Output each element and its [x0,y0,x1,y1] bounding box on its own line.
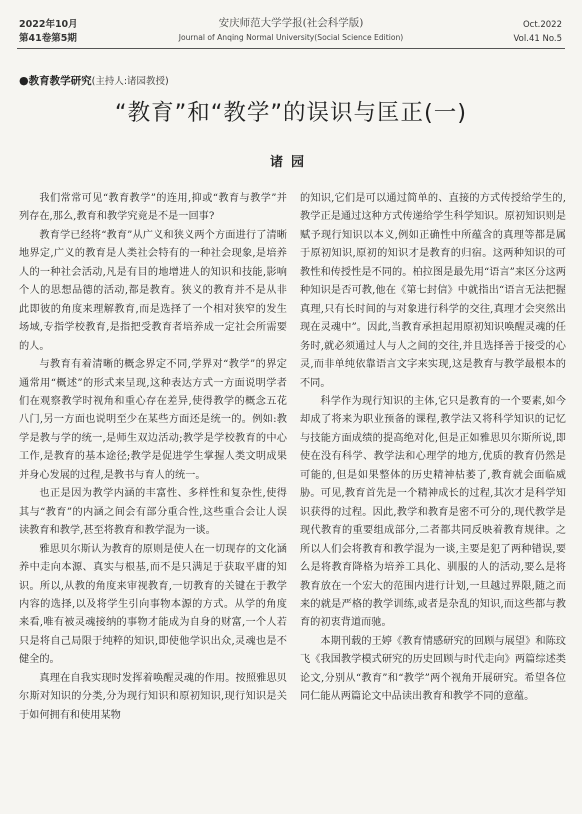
paragraph: 科学作为现行知识的主体,它只是教育的一个要素,如今却成了将来为职业预备的课程,教学法又将科学知识的记忆与技能方面成绩的提高绝对化,但是正如雅思贝尔斯所说,即使在没有科学、教学法和心理学的地方,优质的教育仍然是可能的,但是如果整体的历史精神枯萎了,教育就会面临威胁。可见,教育首先是一个精神成长的过程,其次才是科学知识获得的过程。因此,教学和教育是密不可分的,现代教学是现代教育的重要组成部分,二者都共同反映着教育规律。之所以人们会将教育和教学混为一谈,主要是犯了两种错误,要么是将教育降格为培养工具化、驯服的人的活动,要么是将教育放在一个宏大的范围内进行计划,一旦越过界限,随之而来的就是严格的教学训练,或者是杂乱的知识,而这些都与教育的初衷背道而驰。 [300,395,566,629]
issue-date-cn: 2022年10月 [19,19,78,30]
header-rule [17,48,565,49]
volume-en: Vol.41 No.5 [513,34,562,44]
paragraph: 我们常常可见“教育教学”的连用,抑或“教育与教学”并列存在,那么,教育和教学究竟是不是一回事? [19,193,287,223]
article-author: 诸园 [269,155,312,170]
journal-name-cn: 安庆师范大学学报(社会科学版) [218,17,364,29]
header-center [160,16,422,44]
volume-cn: 第41卷第5期 [19,33,77,44]
right-column [300,190,566,707]
header-right [514,18,562,46]
left-column [19,190,287,725]
paragraph: 教育学已经将“教育”从广义和狭义两个方面进行了清晰地界定,广义的教育是人类社会特有的一种社会现象,是培养人的一种社会活动,凡是有目的地增进人的知识和技能,影响个人的思想品德的活动,都是教育。狭义的教育并不是从非此即彼的角度来理解教育,而是选择了一个相对狭窄的发生场域,专指学校教育,是指把受教育者培养成一定社会所需要的人。 [19,229,287,352]
paragraph: 雅思贝尔斯认为教育的原则是使人在一切现存的文化涵养中走向本源、真实与根基,而不是只满足于获取平庸的知识。所以,从教的角度来审视教育,一切教育的关键在于教学内容的选择,以及将学生引向事物本源的方式。从学的角度来看,唯有被灵魂接纳的事物才能成为自身的财富,一个人若只是将自己局限于纯粹的知识,即使他学识出众,灵魂也是不健全的。 [19,543,287,666]
header-left [19,18,78,46]
journal-header [0,10,582,56]
article-title: “教育”和“教学”的误识与匡正(一) [114,100,468,126]
paragraph: 的知识,它们是可以通过简单的、直接的方式传授给学生的,教学正是通过这种方式传递给学生科学知识。原初知识则是赋予现行知识以本义,例如正确性中所蕴含的真理等都是属于原初知识,原初的知识才是教育的归宿。这两种知识的可教性和传授性是不同的。柏拉图是最先用“语言”来区分这两种知识是否可教,他在《第七封信》中就指出“语言无法把握真理,只有长时间的与对象进行科学的交往,真理才会突然出现在灵魂中”。因此,当教育承担起用原初知识唤醒灵魂的任务时,就必须通过人与人之间的交往,并且选择善于接受的心灵,而非单纯依靠语言文字来实现,这是教育与教学最根本的不同。 [300,193,566,389]
section-bullet-icon: ● [19,74,29,87]
section-label [19,73,169,88]
paragraph: 也正是因为教学内涵的丰富性、多样性和复杂性,使得其与“教育”的内涵之间会有部分重合性,这些重合会让人误读教育和教学,甚至将教育和教学混为一谈。 [19,488,287,537]
paragraph: 与教育有着清晰的概念界定不同,学界对“教学”的界定通常用“概述”的形式来呈现,这种表达方式一方面说明学者们在观察教学时视角和重心存在差异,使得教学的概念五花八门,另一方面也说明至少在某些方面还是统一的。例如:教学是教与学的统一,是师生双边活动;教学是学校教育的中心工作,是教育的基本途径;教学是促进学生掌握人类文明成果并身心发展的过程,是教书与育人的统一。 [19,359,287,481]
issue-date-en: Oct.2022 [522,20,562,30]
section-host: (主持人:诸园教授) [91,76,169,87]
paragraph: 本期刊载的王婷《教育情感研究的回顾与展望》和陈玟飞《我国教学模式研究的历史回顾与时代走向》两篇综述类论文,分别从“教育”和“教学”两个视角开展研究。希望各位同仁能从两篇论文中品读出教育和教学不同的意蕴。 [300,635,566,703]
paragraph: 真理在自我实现时发挥着唤醒灵魂的作用。按照雅思贝尔斯对知识的分类,分为现行知识和原初知识,现行知识是关于如何拥有和使用某物 [19,672,287,721]
journal-name-en: Journal of Anqing Normal University(Social Science Edition) [178,33,404,42]
section-name: 教育教学研究 [28,75,92,87]
